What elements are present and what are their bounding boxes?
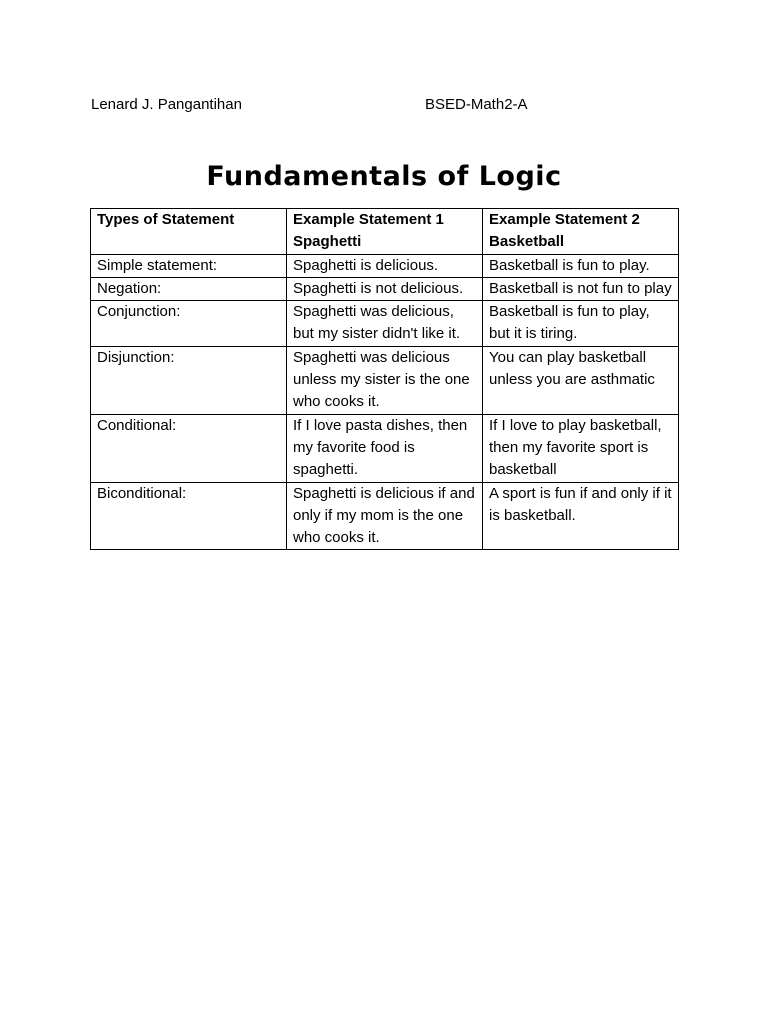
basketball-example-cell: Basketball is fun to play, but it is tiring. bbox=[483, 301, 679, 347]
table-row bbox=[91, 482, 679, 550]
table-row bbox=[91, 301, 679, 347]
basketball-example-cell: If I love to play basketball, then my favorite sport is basketball bbox=[483, 414, 679, 482]
page-title: Fundamentals of Logic bbox=[206, 161, 562, 192]
table-header-row bbox=[91, 209, 679, 255]
table-row bbox=[91, 414, 679, 482]
statement-type-cell: Disjunction: bbox=[91, 346, 287, 414]
spaghetti-example-cell: Spaghetti is not delicious. bbox=[287, 277, 483, 300]
logic-table bbox=[90, 208, 679, 550]
header-example-statement-2: Example Statement 2 Basketball bbox=[483, 209, 679, 255]
class-section: BSED-Math2-A bbox=[425, 96, 528, 113]
basketball-example-cell: Basketball is not fun to play bbox=[483, 277, 679, 300]
basketball-example-cell: You can play basketball unless you are asthmatic bbox=[483, 346, 679, 414]
spaghetti-example-cell: If I love pasta dishes, then my favorite food is spaghetti. bbox=[287, 414, 483, 482]
header-example-statement-1: Example Statement 1 Spaghetti bbox=[287, 209, 483, 255]
statement-type-cell: Conjunction: bbox=[91, 301, 287, 347]
basketball-example-cell: A sport is fun if and only if it is basketball. bbox=[483, 482, 679, 550]
statement-type-cell: Biconditional: bbox=[91, 482, 287, 550]
author-name: Lenard J. Pangantihan bbox=[91, 96, 242, 113]
table-row bbox=[91, 254, 679, 277]
table-row bbox=[91, 277, 679, 300]
statement-type-cell: Negation: bbox=[91, 277, 287, 300]
spaghetti-example-cell: Spaghetti is delicious if and only if my mom is the one who cooks it. bbox=[287, 482, 483, 550]
statement-type-cell: Conditional: bbox=[91, 414, 287, 482]
statement-type-cell: Simple statement: bbox=[91, 254, 287, 277]
spaghetti-example-cell: Spaghetti was delicious unless my sister is the one who cooks it. bbox=[287, 346, 483, 414]
spaghetti-example-cell: Spaghetti was delicious, but my sister didn't like it. bbox=[287, 301, 483, 347]
spaghetti-example-cell: Spaghetti is delicious. bbox=[287, 254, 483, 277]
basketball-example-cell: Basketball is fun to play. bbox=[483, 254, 679, 277]
table-row bbox=[91, 346, 679, 414]
header-types-of-statement: Types of Statement bbox=[91, 209, 287, 255]
